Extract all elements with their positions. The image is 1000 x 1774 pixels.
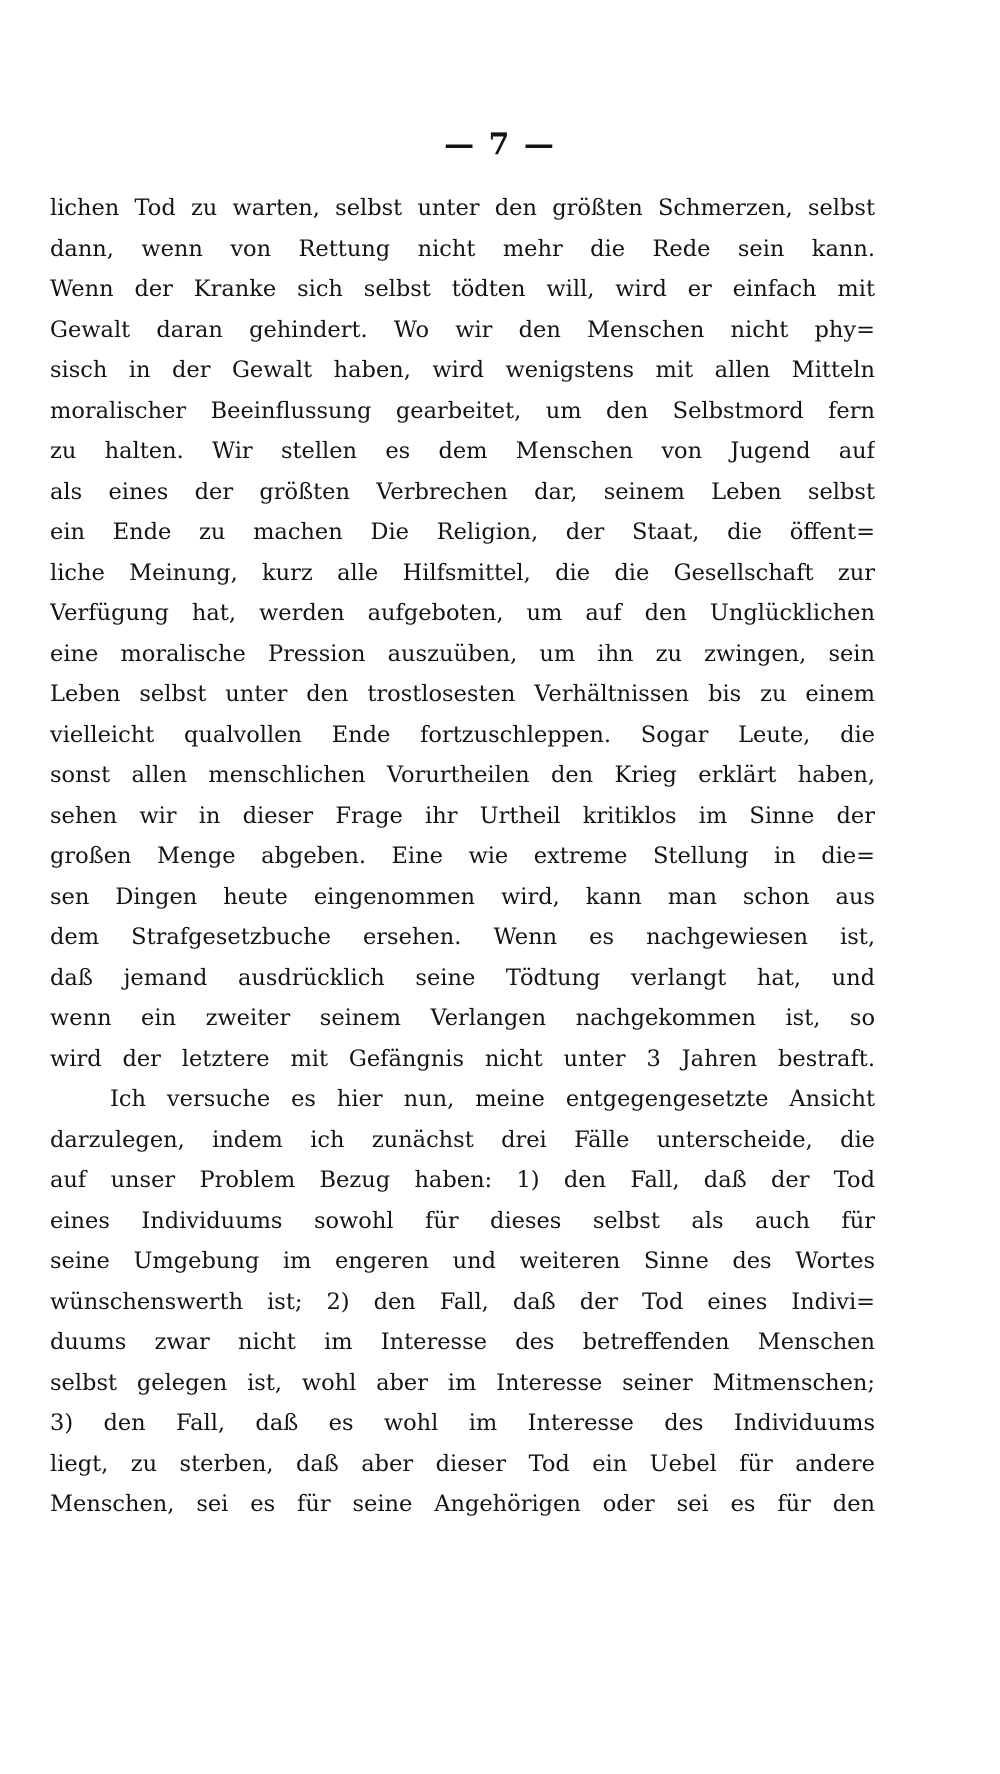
text-line: Menschen, sei es für seine Angehörigen oder sei es für den — [50, 1491, 875, 1517]
text-line: Gewalt daran gehindert. Wo wir den Menschen nicht phy= — [50, 316, 875, 343]
text-line: wenn ein zweiter seinem Verlangen nachgekommen ist, so — [50, 1005, 875, 1031]
text-line: ein Ende zu machen Die Religion, der Staat, die öffent= — [50, 519, 875, 545]
text-line: eine moralische Pression auszuüben, um ihn zu zwingen, sein — [50, 640, 875, 667]
text-line: wünschenswerth ist; 2) den Fall, daß der Tod eines Indivi= — [50, 1288, 875, 1315]
text-line: großen Menge abgeben. Eine wie extreme Stellung in die= — [50, 843, 875, 869]
text-line: lichen Tod zu warten, selbst unter den größten Schmerzen, selbst — [50, 195, 875, 221]
text-line: auf unser Problem Bezug haben: 1) den Fall, daß der Tod — [50, 1167, 875, 1193]
text-line: eines Individuums sowohl für dieses selbst als auch für — [50, 1207, 875, 1234]
text-line: duums zwar nicht im Interesse des betreffenden Menschen — [50, 1329, 875, 1355]
text-line: sehen wir in dieser Frage ihr Urtheil kritiklos im Sinne der — [50, 802, 875, 829]
text-line: Wenn der Kranke sich selbst tödten will, wird er einfach mit — [50, 276, 875, 302]
text-line: liegt, zu sterben, daß aber dieser Tod ein Uebel für andere — [50, 1450, 875, 1477]
text-line: Leben selbst unter den trostlosesten Verhältnissen bis zu einem — [50, 681, 875, 707]
text-line: moralischer Beeinflussung gearbeitet, um den Selbstmord fern — [50, 397, 875, 424]
text-line: dem Strafgesetzbuche ersehen. Wenn es nachgewiesen ist, — [50, 924, 875, 950]
text-line: sen Dingen heute eingenommen wird, kann man schon aus — [50, 883, 875, 910]
paragraph-first-line: Ich versuche es hier nun, meine entgegengesetzte Ansicht — [110, 1086, 875, 1112]
body-text — [50, 188, 875, 1525]
text-line: sisch in der Gewalt haben, wird wenigstens mit allen Mitteln — [50, 357, 875, 383]
text-line: daß jemand ausdrücklich seine Tödtung verlangt hat, und — [50, 964, 875, 991]
text-line: als eines der größten Verbrechen dar, seinem Leben selbst — [50, 478, 875, 505]
text-line: Verfügung hat, werden aufgeboten, um auf den Unglücklichen — [50, 600, 875, 626]
text-line: zu halten. Wir stellen es dem Menschen von Jugend auf — [50, 438, 875, 464]
text-line: vielleicht qualvollen Ende fortzuschleppen. Sogar Leute, die — [50, 721, 875, 748]
text-line: wird der letztere mit Gefängnis nicht unter 3 Jahren bestraft. — [50, 1045, 875, 1072]
text-line: selbst gelegen ist, wohl aber im Interesse seiner Mitmenschen; — [50, 1369, 875, 1396]
text-line: darzulegen, indem ich zunächst drei Fälle unterscheide, die — [50, 1126, 875, 1153]
text-line: seine Umgebung im engeren und weiteren Sinne des Wortes — [50, 1248, 875, 1274]
text-line: 3) den Fall, daß es wohl im Interesse des Individuums — [50, 1410, 875, 1436]
page-number: — 7 — — [444, 127, 556, 162]
text-line: dann, wenn von Rettung nicht mehr die Rede sein kann. — [50, 235, 875, 262]
text-line: sonst allen menschlichen Vorurtheilen den Krieg erklärt haben, — [50, 762, 875, 788]
text-line: liche Meinung, kurz alle Hilfsmittel, die die Gesellschaft zur — [50, 559, 875, 586]
